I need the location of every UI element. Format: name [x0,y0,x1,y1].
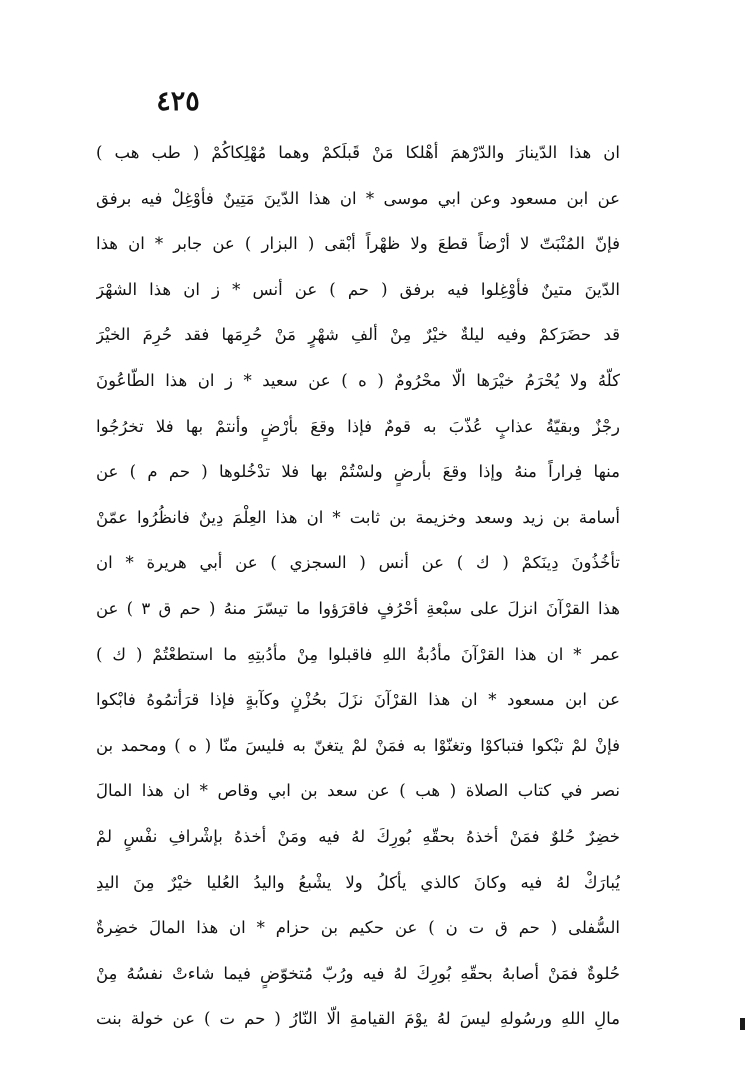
text-line-19: حُلوةٌ فمَنْ أصابهُ بحقّهِ بُورِكَ لهُ فيه ورُبّ مُتخوّضٍ فيما شاءتْ نفسُهُ مِنْ [96,963,620,983]
text-line-13: عن ابن مسعود * ان هذا القرْآنَ نزَلَ بحُزْنٍ وكآبةٍ فإذا قرَأتمُوهُ فابْكوا [96,690,620,710]
text-line-18: السُّفلى ( حم ق ت ن ) عن حكيم بن حزام * ان هذا المالَ خضِرةٌ [96,918,620,938]
text-line-15: نصر في كتاب الصلاة ( هب ) عن سعد بن ابي وقاص * ان هذا المالَ [96,781,620,801]
text-line-14: فإنْ لمْ تبْكوا فتباكوْا وتغنّوْا به فمَنْ لمْ يتغنّ به فليسَ منّا ( ه ) ومحمد بن [96,735,620,755]
text-line-5: قد حضَرَكمْ وفيه ليلةٌ خيْرٌ مِنْ ألفِ شهْرٍ مَنْ حُرِمَها فقد حُرِمَ الخيْرَ [96,325,620,345]
text-line-3: فإنّ المُنْبَتّ لا أرْضاً قطعَ ولا ظهْراً أبْقى ( البزار ) عن جابر * ان هذا [96,234,620,254]
text-line-16: خضِرٌ حُلوٌ فمَنْ أخذهُ بحقّهِ بُورِكَ لهُ فيه ومَنْ أخذهُ بإشْرافِ نفْسٍ لمْ [96,826,620,846]
text-line-4: الدّينَ متينٌ فأوْغِلوا فيه برفق ( حم ) عن أنس * ز ان هذا الشهْرَ [96,279,620,299]
text-line-7: رجْزٌ وبقيّةُ عذابٍ عُذّبَ به قومٌ فإذا وقعَ بأرْضٍ وأنتمْ بها فلا تخرُجُوا [96,416,620,436]
text-line-17: يُبارَكْ لهُ فيه وكانَ كالذي يأكلُ ولا يشْبعُ واليدُ العُليا خيْرٌ مِنَ اليدِ [96,872,620,892]
text-line-8: منها فِراراً منهُ وإذا وقعَ بأرضٍ ولسْتُمْ بها فلا تدْخُلوها ( حم م ) عن [96,462,620,482]
text-line-12: عمر * ان هذا القرْآنَ مأدُبةُ اللهِ فاقبلوا مِنْ مأدُبتِهِ ما استطعْتُمْ ( ك ) [96,644,620,664]
text-line-20: مالِ اللهِ ورسُولهِ ليسَ لهُ يوْمَ القيامةِ الّا النّارُ ( حم ت ) عن خولة بنت [96,1009,620,1029]
text-line-1: ان هذا الدّينارَ والدّرْهمَ أهْلكا مَنْ قَبلَكمْ وهما مُهْلِكاكُمْ ( طب هب ) [96,143,620,162]
text-line-2: عن ابن مسعود وعن ابي موسى * ان هذا الدّينَ مَتِينٌ فأوْغِلْ فيه برفق [96,188,620,208]
page-text-body [96,130,620,1042]
text-line-10: تأخُذُونَ دِينَكمْ ( ك ) عن أنس ( السجزي ) عن أبي هريرة * ان [96,553,620,573]
text-line-11: هذا القرْآنَ انزلَ على سبْعةِ أحْرُفٍ فاقرَؤوا ما تيسّرَ منهُ ( حم ق ٣ ) عن [96,598,620,618]
scan-edge-mark [740,1018,745,1030]
page-number: ٤٢٥ [156,86,200,117]
text-line-6: كلّهُ ولا يُحْرَمُ خيْرَها الّا محْرُومٌ ( ه ) عن سعيد * ز ان هذا الطّاعُونَ [96,370,620,390]
text-line-9: أسامة بن زيد وسعد وخزيمة بن ثابت * ان هذا العِلْمَ دِينٌ فانظُرُوا عمّنْ [96,507,620,527]
